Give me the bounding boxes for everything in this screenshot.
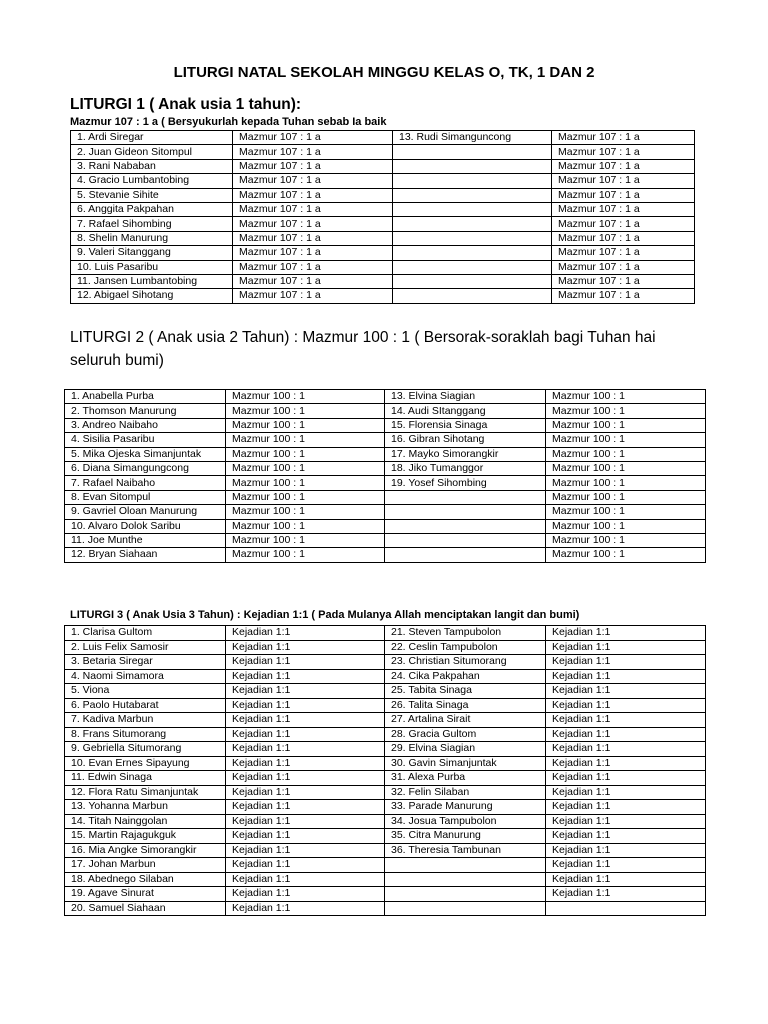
child-name-cell: 19. Yosef Sihombing: [385, 476, 546, 490]
verse-cell: Kejadian 1:1: [226, 814, 385, 829]
verse-cell: Mazmur 100 : 1: [546, 533, 706, 547]
liturgi-2-table: [64, 389, 706, 563]
child-name-cell: [385, 519, 546, 533]
child-name-cell: [393, 145, 552, 159]
child-name-cell: 14. Audi SItanggang: [385, 404, 546, 418]
verse-cell: Mazmur 100 : 1: [546, 433, 706, 447]
verse-cell: Mazmur 107 : 1 a: [233, 188, 393, 202]
child-name-cell: 28. Gracia Gultom: [385, 727, 546, 742]
verse-cell: Kejadian 1:1: [546, 887, 706, 902]
table-row: [65, 756, 706, 771]
child-name-cell: 6. Diana Simangungcong: [65, 461, 226, 475]
table-row: [71, 217, 695, 231]
table-row: [65, 519, 706, 533]
child-name-cell: 29. Elvina Siagian: [385, 742, 546, 757]
child-name-cell: 18. Jiko Tumanggor: [385, 461, 546, 475]
child-name-cell: [385, 901, 546, 916]
verse-cell: Mazmur 100 : 1: [226, 390, 385, 404]
verse-cell: Kejadian 1:1: [226, 626, 385, 641]
verse-cell: Kejadian 1:1: [226, 785, 385, 800]
table-row: [65, 418, 706, 432]
child-name-cell: [385, 887, 546, 902]
child-name-cell: 6. Anggita Pakpahan: [71, 202, 233, 216]
table-row: [65, 800, 706, 815]
verse-cell: Mazmur 100 : 1: [226, 519, 385, 533]
child-name-cell: [393, 202, 552, 216]
verse-cell: Mazmur 100 : 1: [226, 447, 385, 461]
child-name-cell: 18. Abednego Silaban: [65, 872, 226, 887]
child-name-cell: 22. Ceslin Tampubolon: [385, 640, 546, 655]
table-row: [65, 872, 706, 887]
child-name-cell: 11. Jansen Lumbantobing: [71, 274, 233, 288]
child-name-cell: 26. Talita Sinaga: [385, 698, 546, 713]
child-name-cell: 5. Viona: [65, 684, 226, 699]
child-name-cell: 23. Christian Situmorang: [385, 655, 546, 670]
child-name-cell: 13. Elvina Siagian: [385, 390, 546, 404]
verse-cell: Mazmur 107 : 1 a: [552, 217, 695, 231]
verse-cell: Mazmur 100 : 1: [546, 476, 706, 490]
verse-cell: Mazmur 107 : 1 a: [552, 145, 695, 159]
verse-cell: Kejadian 1:1: [546, 742, 706, 757]
verse-cell: Mazmur 100 : 1: [226, 404, 385, 418]
verse-cell: Mazmur 100 : 1: [546, 505, 706, 519]
liturgi-1-subheading: Mazmur 107 : 1 a ( Bersyukurlah kepada Tuhan sebab Ia baik: [70, 116, 387, 128]
child-name-cell: 6. Paolo Hutabarat: [65, 698, 226, 713]
child-name-cell: [393, 289, 552, 303]
child-name-cell: 12. Abigael Sihotang: [71, 289, 233, 303]
child-name-cell: [385, 490, 546, 504]
child-name-cell: 12. Bryan Siahaan: [65, 548, 226, 562]
table-row: [71, 159, 695, 173]
verse-cell: Kejadian 1:1: [546, 626, 706, 641]
child-name-cell: 31. Alexa Purba: [385, 771, 546, 786]
child-name-cell: 24. Cika Pakpahan: [385, 669, 546, 684]
verse-cell: Kejadian 1:1: [226, 887, 385, 902]
table-row: [65, 461, 706, 475]
verse-cell: Mazmur 107 : 1 a: [233, 260, 393, 274]
verse-cell: Kejadian 1:1: [226, 829, 385, 844]
table-row: [65, 858, 706, 873]
child-name-cell: 5. Stevanie Sihite: [71, 188, 233, 202]
verse-cell: Kejadian 1:1: [546, 785, 706, 800]
table-row: [71, 260, 695, 274]
child-name-cell: 2. Luis Felix Samosir: [65, 640, 226, 655]
child-name-cell: [393, 274, 552, 288]
child-name-cell: 34. Josua Tampubolon: [385, 814, 546, 829]
child-name-cell: 7. Rafael Sihombing: [71, 217, 233, 231]
table-row: [71, 131, 695, 145]
table-row: [65, 476, 706, 490]
table-row: [71, 246, 695, 260]
child-name-cell: 10. Alvaro Dolok Saribu: [65, 519, 226, 533]
child-name-cell: 30. Gavin Simanjuntak: [385, 756, 546, 771]
child-name-cell: 7. Kadiva Marbun: [65, 713, 226, 728]
child-name-cell: 12. Flora Ratu Simanjuntak: [65, 785, 226, 800]
verse-cell: Kejadian 1:1: [226, 800, 385, 815]
child-name-cell: 11. Joe Munthe: [65, 533, 226, 547]
table-row: [65, 640, 706, 655]
verse-cell: Mazmur 100 : 1: [546, 519, 706, 533]
child-name-cell: 9. Valeri Sitanggang: [71, 246, 233, 260]
verse-cell: Mazmur 100 : 1: [226, 433, 385, 447]
child-name-cell: 4. Naomi Simamora: [65, 669, 226, 684]
table-row: [65, 901, 706, 916]
table-row: [65, 698, 706, 713]
child-name-cell: 10. Luis Pasaribu: [71, 260, 233, 274]
verse-cell: Mazmur 107 : 1 a: [233, 217, 393, 231]
child-name-cell: 3. Rani Nababan: [71, 159, 233, 173]
verse-cell: [546, 901, 706, 916]
verse-cell: Kejadian 1:1: [546, 843, 706, 858]
child-name-cell: 17. Mayko Simorangkir: [385, 447, 546, 461]
child-name-cell: 27. Artalina Sirait: [385, 713, 546, 728]
child-name-cell: 15. Martin Rajagukguk: [65, 829, 226, 844]
verse-cell: Mazmur 107 : 1 a: [552, 231, 695, 245]
verse-cell: Mazmur 100 : 1: [226, 418, 385, 432]
verse-cell: Mazmur 107 : 1 a: [233, 202, 393, 216]
table-row: [65, 843, 706, 858]
table-row: [71, 289, 695, 303]
child-name-cell: 4. Gracio Lumbantobing: [71, 174, 233, 188]
table-row: [65, 669, 706, 684]
verse-cell: Kejadian 1:1: [226, 727, 385, 742]
verse-cell: Mazmur 100 : 1: [226, 505, 385, 519]
verse-cell: Kejadian 1:1: [546, 698, 706, 713]
verse-cell: Kejadian 1:1: [226, 698, 385, 713]
table-row: [65, 548, 706, 562]
child-name-cell: 13. Yohanna Marbun: [65, 800, 226, 815]
child-name-cell: 35. Citra Manurung: [385, 829, 546, 844]
verse-cell: Mazmur 107 : 1 a: [552, 131, 695, 145]
child-name-cell: 9. Gavriel Oloan Manurung: [65, 505, 226, 519]
verse-cell: Kejadian 1:1: [226, 872, 385, 887]
table-row: [71, 274, 695, 288]
verse-cell: Mazmur 107 : 1 a: [552, 289, 695, 303]
child-name-cell: 32. Felin Silaban: [385, 785, 546, 800]
child-name-cell: 2. Thomson Manurung: [65, 404, 226, 418]
liturgi-1-heading: LITURGI 1 ( Anak usia 1 tahun):: [70, 96, 302, 113]
verse-cell: Kejadian 1:1: [226, 843, 385, 858]
child-name-cell: 9. Gebriella Situmorang: [65, 742, 226, 757]
verse-cell: Kejadian 1:1: [226, 771, 385, 786]
child-name-cell: [393, 231, 552, 245]
child-name-cell: 15. Florensia Sinaga: [385, 418, 546, 432]
child-name-cell: 16. Mia Angke Simorangkir: [65, 843, 226, 858]
table-row: [65, 771, 706, 786]
table-row: [71, 174, 695, 188]
verse-cell: Kejadian 1:1: [546, 713, 706, 728]
table-row: [65, 829, 706, 844]
child-name-cell: 36. Theresia Tambunan: [385, 843, 546, 858]
table-row: [71, 202, 695, 216]
verse-cell: Mazmur 100 : 1: [546, 404, 706, 418]
verse-cell: Kejadian 1:1: [226, 640, 385, 655]
verse-cell: Mazmur 107 : 1 a: [233, 131, 393, 145]
verse-cell: Kejadian 1:1: [546, 814, 706, 829]
verse-cell: Kejadian 1:1: [546, 858, 706, 873]
verse-cell: Kejadian 1:1: [546, 727, 706, 742]
child-name-cell: 21. Steven Tampubolon: [385, 626, 546, 641]
verse-cell: Mazmur 107 : 1 a: [552, 174, 695, 188]
verse-cell: Mazmur 107 : 1 a: [233, 289, 393, 303]
child-name-cell: 3. Betaria Siregar: [65, 655, 226, 670]
child-name-cell: 10. Evan Ernes Sipayung: [65, 756, 226, 771]
child-name-cell: [393, 217, 552, 231]
verse-cell: Kejadian 1:1: [226, 684, 385, 699]
table-row: [71, 145, 695, 159]
liturgi-2-heading: LITURGI 2 ( Anak usia 2 Tahun) : Mazmur 100 : 1 ( Bersorak-soraklah bagi Tuhan hai seluruh bumi): [70, 329, 656, 369]
child-name-cell: [393, 260, 552, 274]
verse-cell: Kejadian 1:1: [546, 640, 706, 655]
table-row: [65, 785, 706, 800]
child-name-cell: 3. Andreo Naibaho: [65, 418, 226, 432]
child-name-cell: [393, 188, 552, 202]
verse-cell: Kejadian 1:1: [226, 901, 385, 916]
verse-cell: Kejadian 1:1: [226, 742, 385, 757]
child-name-cell: 16. Gibran Sihotang: [385, 433, 546, 447]
verse-cell: Mazmur 107 : 1 a: [233, 231, 393, 245]
verse-cell: Kejadian 1:1: [226, 655, 385, 670]
child-name-cell: [385, 548, 546, 562]
table-row: [65, 490, 706, 504]
child-name-cell: [393, 159, 552, 173]
verse-cell: Mazmur 100 : 1: [546, 447, 706, 461]
verse-cell: Mazmur 107 : 1 a: [552, 260, 695, 274]
child-name-cell: 2. Juan Gideon Sitompul: [71, 145, 233, 159]
liturgi-1-table: [70, 130, 695, 304]
table-row: [65, 404, 706, 418]
verse-cell: Kejadian 1:1: [546, 771, 706, 786]
child-name-cell: 13. Rudi Simanguncong: [393, 131, 552, 145]
verse-cell: Mazmur 100 : 1: [546, 418, 706, 432]
verse-cell: Mazmur 107 : 1 a: [552, 188, 695, 202]
child-name-cell: 14. Titah Nainggolan: [65, 814, 226, 829]
child-name-cell: [393, 174, 552, 188]
child-name-cell: 1. Anabella Purba: [65, 390, 226, 404]
child-name-cell: 20. Samuel Siahaan: [65, 901, 226, 916]
liturgi-3-table: [64, 625, 706, 916]
table-row: [65, 713, 706, 728]
verse-cell: Mazmur 100 : 1: [546, 490, 706, 504]
verse-cell: Mazmur 100 : 1: [546, 461, 706, 475]
table-row: [65, 684, 706, 699]
verse-cell: Kejadian 1:1: [226, 713, 385, 728]
child-name-cell: 8. Shelin Manurung: [71, 231, 233, 245]
child-name-cell: [393, 246, 552, 260]
verse-cell: Kejadian 1:1: [226, 858, 385, 873]
verse-cell: Mazmur 100 : 1: [546, 390, 706, 404]
verse-cell: Kejadian 1:1: [546, 655, 706, 670]
table-row: [65, 505, 706, 519]
child-name-cell: 25. Tabita Sinaga: [385, 684, 546, 699]
child-name-cell: 19. Agave Sinurat: [65, 887, 226, 902]
child-name-cell: 1. Clarisa Gultom: [65, 626, 226, 641]
child-name-cell: 11. Edwin Sinaga: [65, 771, 226, 786]
child-name-cell: 8. Evan Sitompul: [65, 490, 226, 504]
verse-cell: Kejadian 1:1: [546, 829, 706, 844]
child-name-cell: 5. Mika Ojeska Simanjuntak: [65, 447, 226, 461]
child-name-cell: 1. Ardi Siregar: [71, 131, 233, 145]
verse-cell: Mazmur 107 : 1 a: [233, 159, 393, 173]
verse-cell: Kejadian 1:1: [546, 800, 706, 815]
table-row: [65, 390, 706, 404]
verse-cell: Kejadian 1:1: [226, 669, 385, 684]
verse-cell: Mazmur 100 : 1: [226, 548, 385, 562]
verse-cell: Mazmur 100 : 1: [546, 548, 706, 562]
child-name-cell: 33. Parade Manurung: [385, 800, 546, 815]
verse-cell: Mazmur 107 : 1 a: [552, 246, 695, 260]
table-row: [65, 727, 706, 742]
verse-cell: Mazmur 100 : 1: [226, 476, 385, 490]
verse-cell: Kejadian 1:1: [546, 684, 706, 699]
table-row: [65, 655, 706, 670]
table-row: [65, 533, 706, 547]
table-row: [65, 742, 706, 757]
table-row: [65, 814, 706, 829]
verse-cell: Kejadian 1:1: [226, 756, 385, 771]
verse-cell: Mazmur 107 : 1 a: [233, 174, 393, 188]
verse-cell: Mazmur 107 : 1 a: [233, 274, 393, 288]
verse-cell: Kejadian 1:1: [546, 872, 706, 887]
child-name-cell: [385, 872, 546, 887]
child-name-cell: 17. Johan Marbun: [65, 858, 226, 873]
document-title: LITURGI NATAL SEKOLAH MINGGU KELAS O, TK, 1 DAN 2: [173, 64, 595, 81]
child-name-cell: [385, 505, 546, 519]
child-name-cell: 8. Frans Situmorang: [65, 727, 226, 742]
child-name-cell: [385, 533, 546, 547]
verse-cell: Kejadian 1:1: [546, 669, 706, 684]
verse-cell: Kejadian 1:1: [546, 756, 706, 771]
verse-cell: Mazmur 100 : 1: [226, 490, 385, 504]
table-row: [71, 231, 695, 245]
child-name-cell: 4. Sisilia Pasaribu: [65, 433, 226, 447]
verse-cell: Mazmur 107 : 1 a: [233, 145, 393, 159]
table-row: [65, 447, 706, 461]
child-name-cell: 7. Rafael Naibaho: [65, 476, 226, 490]
liturgi-3-heading: LITURGI 3 ( Anak Usia 3 Tahun) : Kejadian 1:1 ( Pada Mulanya Allah menciptakan langit dan bumi): [70, 609, 580, 621]
table-row: [65, 433, 706, 447]
verse-cell: Mazmur 107 : 1 a: [552, 159, 695, 173]
verse-cell: Mazmur 100 : 1: [226, 533, 385, 547]
verse-cell: Mazmur 107 : 1 a: [552, 274, 695, 288]
verse-cell: Mazmur 100 : 1: [226, 461, 385, 475]
verse-cell: Mazmur 107 : 1 a: [233, 246, 393, 260]
table-row: [65, 626, 706, 641]
table-row: [65, 887, 706, 902]
table-row: [71, 188, 695, 202]
child-name-cell: [385, 858, 546, 873]
verse-cell: Mazmur 107 : 1 a: [552, 202, 695, 216]
